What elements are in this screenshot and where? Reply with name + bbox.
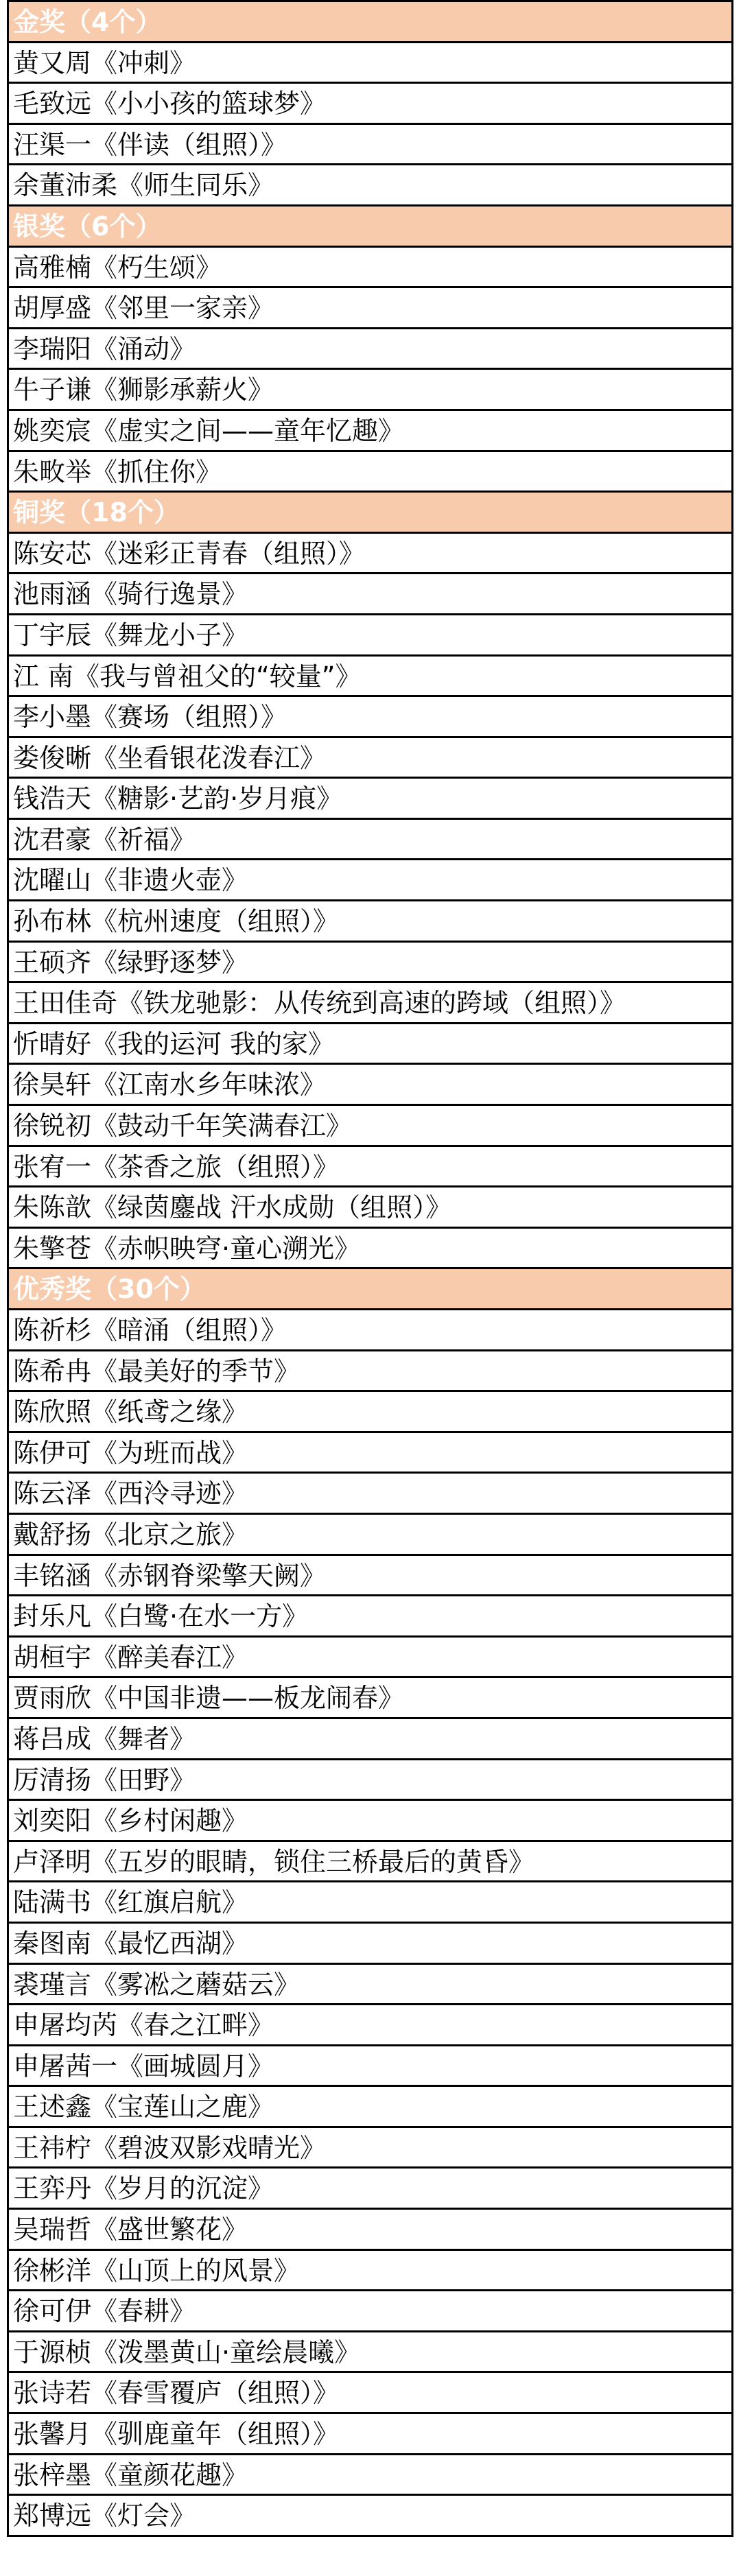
award-entry-row: 徐锐初《鼓动千年笑满春江》 (9, 1106, 731, 1147)
award-entry-row: 徐可伊《春耕》 (9, 2291, 731, 2332)
award-entry-row: 陈安芯《迷彩正青春（组照）》 (9, 534, 731, 575)
award-entry-row: 裘瑾言《雾凇之蘑菇云》 (9, 1965, 731, 2006)
award-entry-row: 陆满书《红旗启航》 (9, 1882, 731, 1924)
award-entry-row: 秦图南《最忆西湖》 (9, 1924, 731, 1965)
award-entry-row: 张宥一《茶香之旅（组照）》 (9, 1147, 731, 1188)
award-entry-row: 姚奕宸《虚实之间——童年忆趣》 (9, 411, 731, 452)
award-entry-row: 沈君豪《祈福》 (9, 820, 731, 861)
award-entry-row: 徐彬洋《山顶上的风景》 (9, 2251, 731, 2292)
section-header: 银奖（6个） (9, 206, 731, 248)
award-entry-row: 张诗若《春雪覆庐（组照）》 (9, 2373, 731, 2414)
award-entry-row: 戴舒扬《北京之旅》 (9, 1515, 731, 1556)
award-entry-row: 贾雨欣《中国非遗——板龙闹春》 (9, 1678, 731, 1719)
section-header: 优秀奖（30个） (9, 1269, 731, 1310)
award-entry-row: 蒋吕成《舞者》 (9, 1719, 731, 1760)
award-entry-row: 陈伊可《为班而战》 (9, 1433, 731, 1474)
award-entry-row: 朱畋举《抓住你》 (9, 452, 731, 493)
award-entry-row: 牛子谦《狮影承薪火》 (9, 370, 731, 411)
award-entry-row: 郑博远《灯会》 (9, 2496, 731, 2537)
award-entry-row: 徐昊轩《江南水乡年味浓》 (9, 1065, 731, 1106)
section-header: 铜奖（18个） (9, 493, 731, 534)
award-entry-row: 申屠茜一《画城圆月》 (9, 2046, 731, 2088)
award-entry-row: 钱浩天《糖影·艺韵·岁月痕》 (9, 779, 731, 820)
award-entry-row: 张梓墨《童颜花趣》 (9, 2455, 731, 2496)
award-entry-row: 朱擎苍《赤帜映穹·童心溯光》 (9, 1229, 731, 1270)
award-entry-row: 王硕齐《绿野逐梦》 (9, 943, 731, 984)
award-entry-row: 申屠均芮《春之江畔》 (9, 2005, 731, 2046)
award-entry-row: 陈希冉《最美好的季节》 (9, 1351, 731, 1393)
award-entry-row: 刘奕阳《乡村闲趣》 (9, 1801, 731, 1842)
award-entry-row: 沈曜山《非遗火壶》 (9, 860, 731, 901)
award-entry-row: 毛致远《小小孩的篮球梦》 (9, 84, 731, 125)
award-entry-row: 忻晴好《我的运河 我的家》 (9, 1024, 731, 1065)
award-entry-row: 陈云泽《西泠寻迹》 (9, 1474, 731, 1515)
award-entry-row: 王述鑫《宝莲山之鹿》 (9, 2087, 731, 2128)
award-entry-row: 高雅楠《朽生颂》 (9, 248, 731, 289)
award-entry-row: 胡桓宇《醉美春江》 (9, 1638, 731, 1679)
award-entry-row: 丰铭涵《赤钢脊梁擎天阙》 (9, 1556, 731, 1597)
award-list-table (7, 0, 733, 2537)
award-entry-row: 于源桢《泼墨黄山·童绘晨曦》 (9, 2332, 731, 2374)
award-entry-row: 厉清扬《田野》 (9, 1760, 731, 1801)
award-entry-row: 张馨月《驯鹿童年（组照）》 (9, 2414, 731, 2455)
award-entry-row: 黄又周《冲刺》 (9, 43, 731, 84)
award-entry-row: 吴瑞哲《盛世繁花》 (9, 2210, 731, 2251)
award-entry-row: 李小墨《赛场（组照）》 (9, 697, 731, 738)
award-entry-row: 胡厚盛《邻里一家亲》 (9, 288, 731, 329)
award-entry-row: 朱陈歆《绿茵鏖战 汗水成勋（组照）》 (9, 1187, 731, 1229)
award-entry-row: 王田佳奇《铁龙驰影：从传统到高速的跨域（组照）》 (9, 983, 731, 1024)
award-entry-row: 陈欣照《纸鸢之缘》 (9, 1392, 731, 1433)
section-header: 金奖（4个） (9, 2, 731, 43)
award-entry-row: 娄俊晰《坐看银花泼春江》 (9, 738, 731, 779)
award-entry-row: 卢泽明《五岁的眼睛，锁住三桥最后的黄昏》 (9, 1842, 731, 1883)
award-entry-row: 王祎柠《碧波双影戏晴光》 (9, 2128, 731, 2169)
award-entry-row: 丁宇辰《舞龙小子》 (9, 615, 731, 657)
award-entry-row: 孙布林《杭州速度（组照）》 (9, 901, 731, 943)
award-entry-row: 江 南《我与曾祖父的“较量”》 (9, 657, 731, 698)
award-entry-row: 池雨涵《骑行逸景》 (9, 574, 731, 615)
award-entry-row: 余董沛柔《师生同乐》 (9, 165, 731, 206)
award-entry-row: 汪渠一《伴读（组照）》 (9, 125, 731, 166)
award-entry-row: 封乐凡《白鹭·在水一方》 (9, 1596, 731, 1638)
award-entry-row: 李瑞阳《涌动》 (9, 329, 731, 370)
award-entry-row: 陈祈杉《暗涌（组照）》 (9, 1310, 731, 1351)
award-entry-row: 王弈丹《岁月的沉淀》 (9, 2169, 731, 2210)
